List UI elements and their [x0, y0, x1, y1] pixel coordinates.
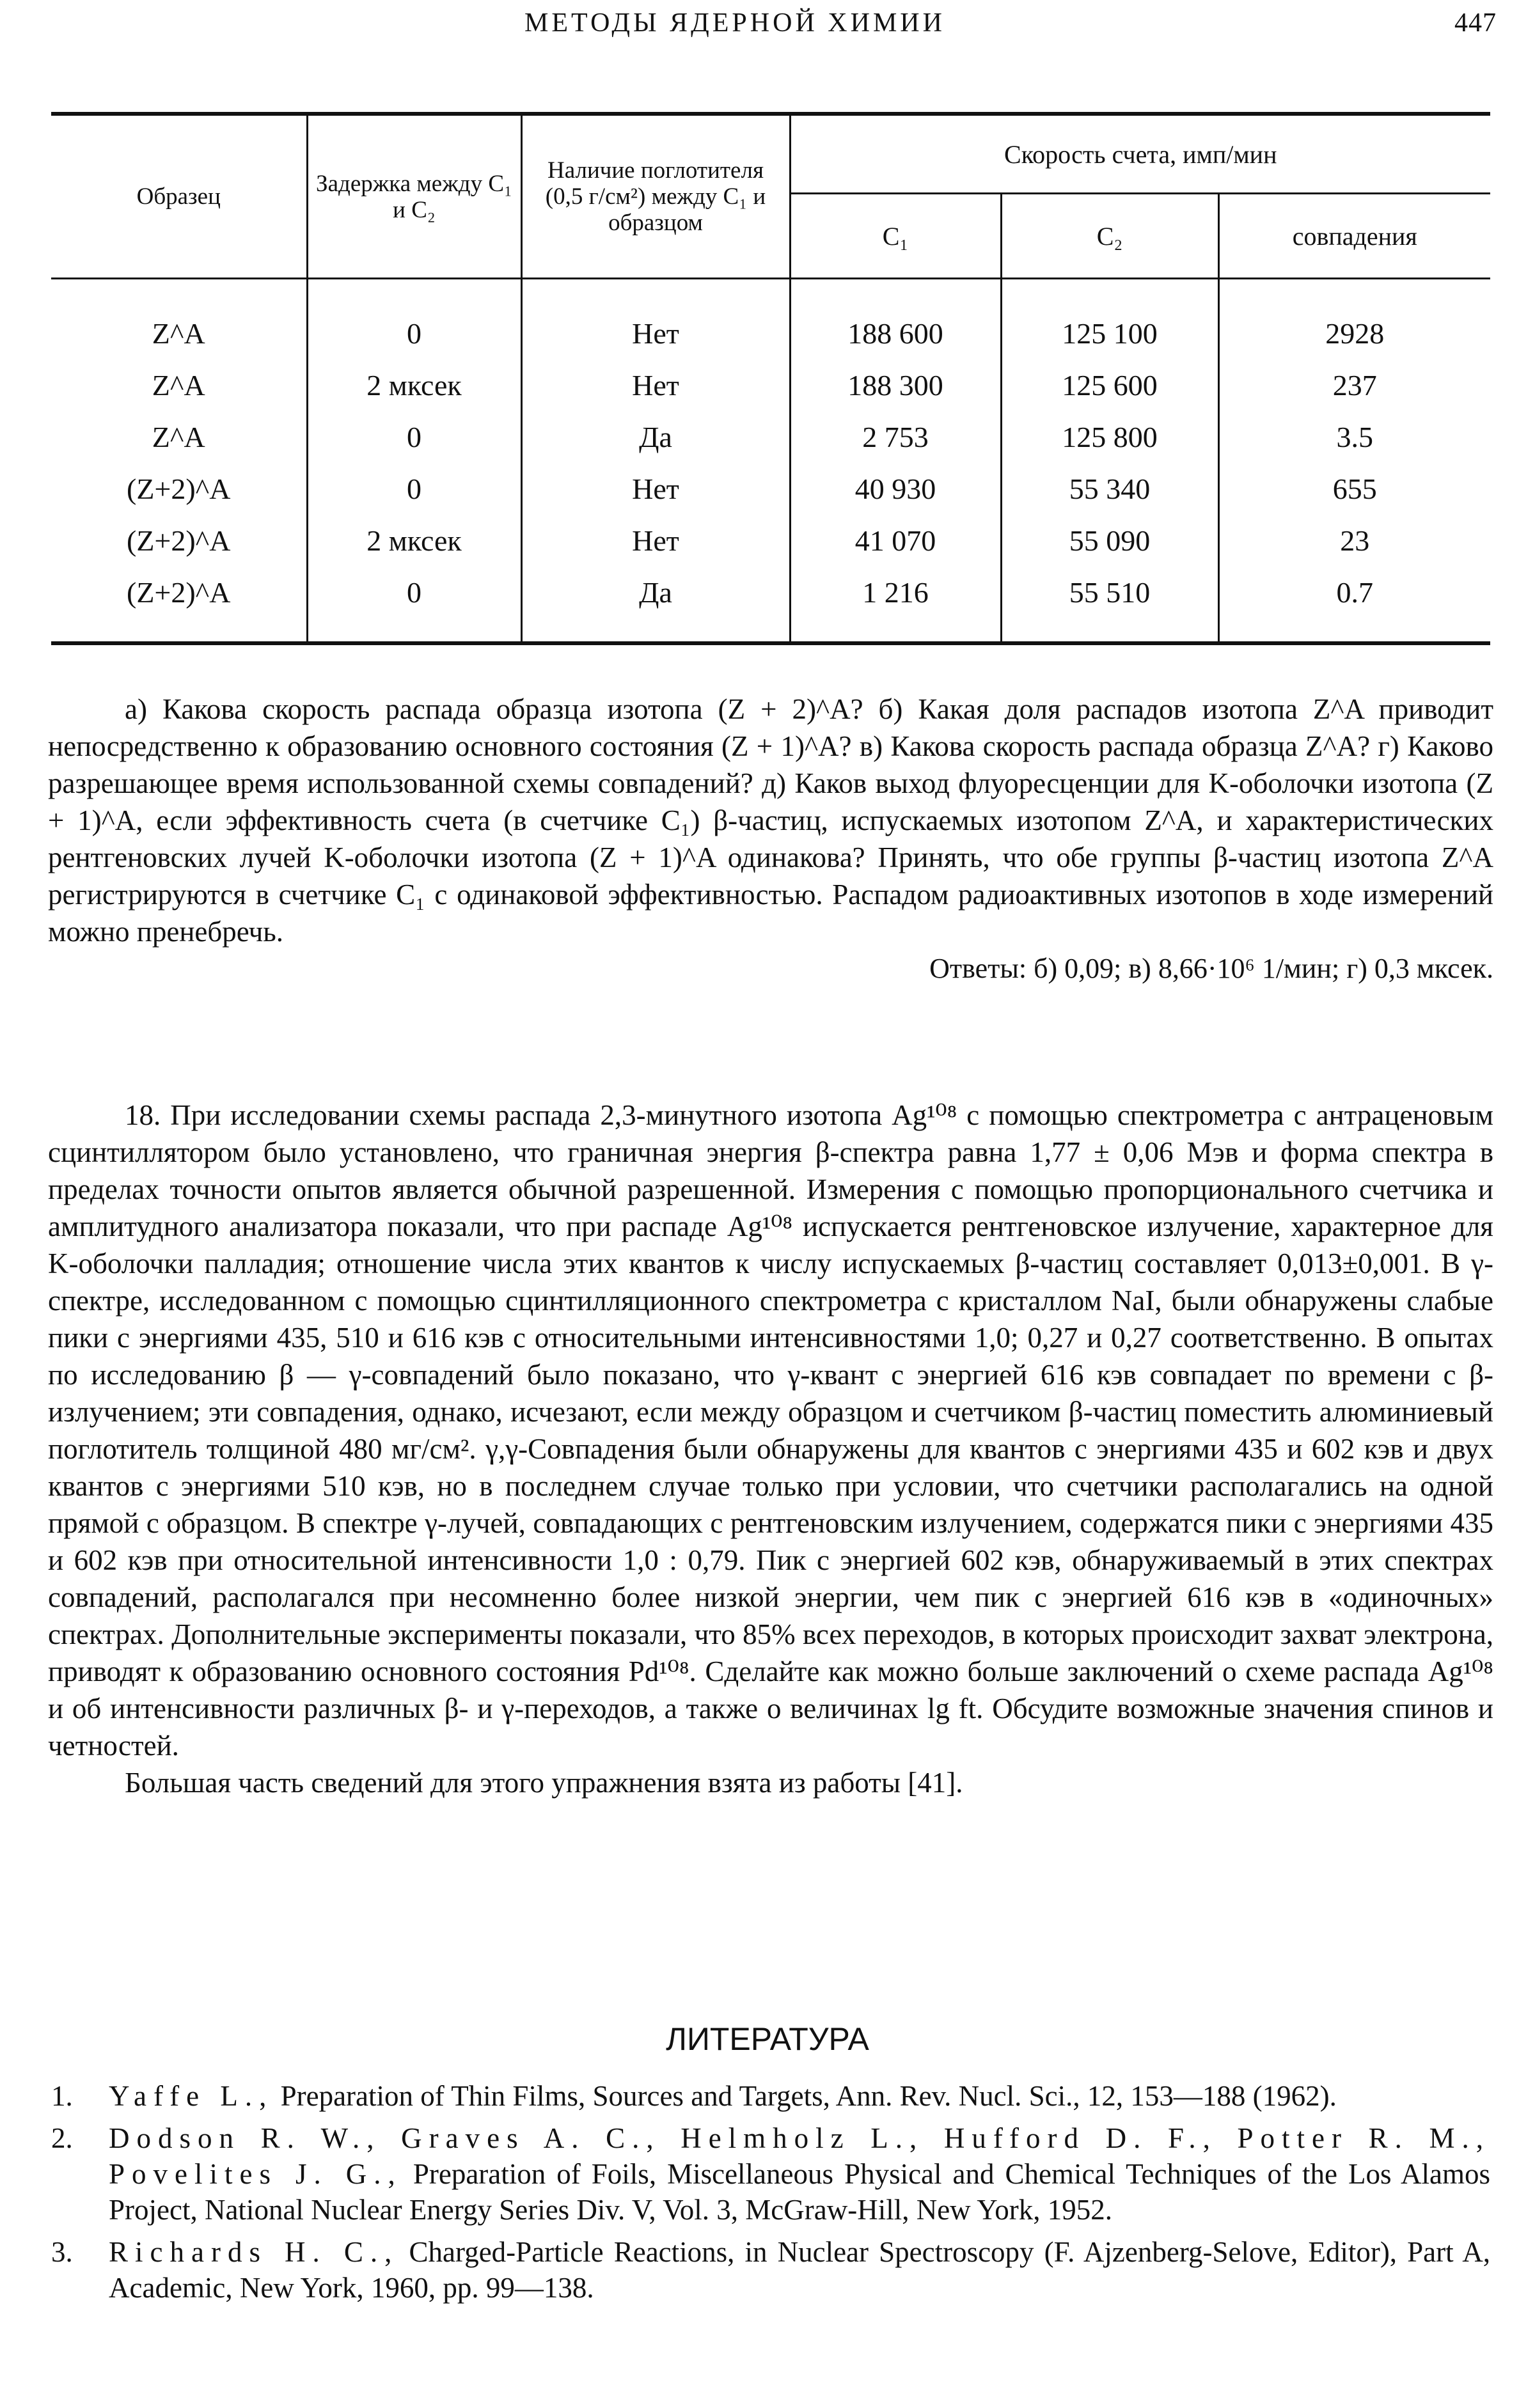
page-number: 447	[1454, 8, 1497, 38]
table-row	[51, 567, 1490, 643]
header-coincidences: совпадения	[1218, 194, 1490, 279]
reference-authors: Dodson R. W., Graves A. C., Helmholz L., Hufford D. F., Potter R. M., Povelites J. G.,	[109, 2122, 1490, 2190]
cell-sample: (Z+2)^A	[127, 473, 231, 505]
cell-coincidences: 237	[1218, 359, 1490, 411]
cell-sample: Z^A	[152, 369, 205, 402]
reference-list	[51, 2078, 1490, 2312]
header-c1: C₁	[790, 194, 1001, 279]
cell-c1: 1 216	[790, 567, 1001, 643]
cell-delay: 0	[307, 567, 521, 643]
cell-c2: 125 100	[1001, 279, 1218, 360]
cell-sample: (Z+2)^A	[127, 524, 231, 557]
cell-c1: 41 070	[790, 515, 1001, 567]
reference-number: 2.	[51, 2122, 73, 2154]
reference-authors: Richards H. C.,	[109, 2236, 399, 2268]
cell-coincidences: 23	[1218, 515, 1490, 567]
problem-18-paragraph: 18. При исследовании схемы распада 2,3-минутного изотопа Ag¹⁰⁸ с помощью спектрометра с антраценовым сцинтиллятором было установлено, что граничная энергия β-спектра равна 1,77 ± 0,06 Мэв и форма спектра в пределах точности опытов является обычной разрешенной. Измерения с помощью пропорционального счетчика и амплитудного анализатора показали, что при распаде Ag¹⁰⁸ испускается рентгеновское излучение, характерное для K-оболочки палладия; отношение числа этих квантов к числу испускаемых β-частиц составляет 0,013±0,001. В γ-спектре, исследованном с помощью сцинтилляционного спектрометра с кристаллом NaI, были обнаружены слабые пики с энергиями 435, 510 и 616 кэв с относительными интенсивностями 1,0; 0,27 и 0,27 соответственно. В опытах по исследованию β — γ-совпадений было показано, что γ-квант с энергией 616 кэв совпадает по времени с β-излучением; эти совпадения, однако, исчезают, если между образцом и счетчиком β-частиц поместить алюминиевый поглотитель толщиной 480 мг/см². γ,γ-Совпадения были обнаружены для квантов с энергиями 435 и 602 кэв и двух квантов с энергиями 510 кэв, но в последнем случае только при условии, что счетчики располагались на одной прямой с образцом. В спектре γ-лучей, совпадающих с рентгеновским излучением, содержатся пики с энергиями 435 и 602 кэв при относительной интенсивности 1,0 : 0,79. Пик с энергией 602 кэв, обнаруживаемый в этих спектрах совпадений, располагался при несомненно более низкой энергии, чем пик с энергией 616 кэв в «одиночных» спектрах. Дополнительные эксперименты показали, что 85% всех переходов, в которых происходит захват электрона, приводят к образованию основного состояния Pd¹⁰⁸. Сделайте как можно больше заключений о схеме распада Ag¹⁰⁸ и об интенсивности различных β- и γ-переходов, а также о величинах lg ft. Обсудите возможные значения спинов и четностей.	[48, 1099, 1493, 1762]
table-row	[51, 411, 1490, 463]
questions-block	[48, 691, 1493, 987]
cell-absorber: Нет	[521, 463, 790, 515]
cell-delay: 2 мксек	[307, 515, 521, 567]
reference-text: Preparation of Thin Films, Sources and Targets, Ann. Rev. Nucl. Sci., 12, 153—188 (1962).	[280, 2080, 1337, 2112]
cell-delay: 0	[307, 463, 521, 515]
cell-c1: 2 753	[790, 411, 1001, 463]
problem-18-block	[48, 1097, 1493, 1801]
header-delay: Задержка между C₁ и C₂	[307, 114, 521, 279]
cell-coincidences: 2928	[1218, 279, 1490, 360]
reference-text: Preparation of Foils, Miscellaneous Physical and Chemical Techniques of the Los Alamos Project, National Nuclear Energy Series Div. V, Vol. 3, McGraw-Hill, New York, 1952.	[109, 2158, 1490, 2226]
cell-coincidences: 0.7	[1218, 567, 1490, 643]
reference-item	[51, 2078, 1490, 2114]
count-rate-table	[51, 112, 1490, 645]
answers-line: Ответы: б) 0,09; в) 8,66·10⁶ 1/мин; г) 0,3 мксек.	[929, 953, 1493, 984]
cell-sample: Z^A	[152, 317, 205, 350]
cell-c2: 125 800	[1001, 411, 1218, 463]
cell-delay: 0	[307, 411, 521, 463]
questions-paragraph: а) Какова скорость распада образца изотопа (Z + 2)^A? б) Какая доля распадов изотопа Z^A приводит непосредственно к образованию основного состояния (Z + 1)^A? в) Какова скорость распада образца Z^A? г) Каково разрешающее время использованной схемы совпадений? д) Каков выход флуоресценции для K-оболочки изотопа (Z + 1)^A, если эффективность счета (в счетчике C₁) β-частиц, испускаемых изотопом Z^A, и характеристических рентгеновских лучей K-оболочки изотопа (Z + 1)^A одинакова? Принять, что обе группы β-частиц изотопа Z^A регистрируются в счетчике C₁ с одинаковой эффективностью. Распадом радиоактивных изотопов в ходе измерений можно пренебречь.	[48, 693, 1493, 948]
cell-absorber: Нет	[521, 279, 790, 360]
header-c2: C₂	[1001, 194, 1218, 279]
reference-text: Charged-Particle Reactions, in Nuclear Spectroscopy (F. Ajzenberg-Selove, Editor), Part A, Academic, New York, 1960, pp. 99—138.	[109, 2236, 1491, 2304]
cell-c2: 125 600	[1001, 359, 1218, 411]
cell-coincidences: 3.5	[1218, 411, 1490, 463]
cell-sample: Z^A	[152, 421, 205, 453]
cell-absorber: Нет	[521, 359, 790, 411]
cell-coincidences: 655	[1218, 463, 1490, 515]
cell-c1: 40 930	[790, 463, 1001, 515]
cell-c2: 55 340	[1001, 463, 1218, 515]
header-count-rate: Скорость счета, имп/мин	[790, 114, 1490, 194]
cell-delay: 0	[307, 279, 521, 360]
cell-absorber: Да	[521, 411, 790, 463]
cell-sample: (Z+2)^A	[127, 576, 231, 609]
cell-c2: 55 510	[1001, 567, 1218, 643]
table-row	[51, 463, 1490, 515]
table-row	[51, 359, 1490, 411]
header-absorber: Наличие поглотителя (0,5 г/см²) между C₁ и образцом	[521, 114, 790, 279]
running-header	[51, 8, 1497, 46]
reference-authors: Yaffe L.,	[109, 2080, 274, 2112]
reference-number: 3.	[51, 2236, 73, 2268]
header-sample: Образец	[136, 184, 221, 210]
cell-absorber: Нет	[521, 515, 790, 567]
cell-delay: 2 мксек	[307, 359, 521, 411]
reference-item	[51, 2120, 1490, 2228]
cell-c1: 188 600	[790, 279, 1001, 360]
cell-c1: 188 300	[790, 359, 1001, 411]
reference-item	[51, 2234, 1490, 2306]
header-title: МЕТОДЫ ЯДЕРНОЙ ХИМИИ	[524, 8, 945, 38]
table-row	[51, 515, 1490, 567]
source-note: Большая часть сведений для этого упражнения взята из работы [41].	[125, 1767, 963, 1799]
table-row	[51, 279, 1490, 360]
cell-absorber: Да	[521, 567, 790, 643]
reference-number: 1.	[51, 2080, 73, 2112]
cell-c2: 55 090	[1001, 515, 1218, 567]
literature-heading: ЛИТЕРАТУРА	[666, 2021, 869, 2057]
